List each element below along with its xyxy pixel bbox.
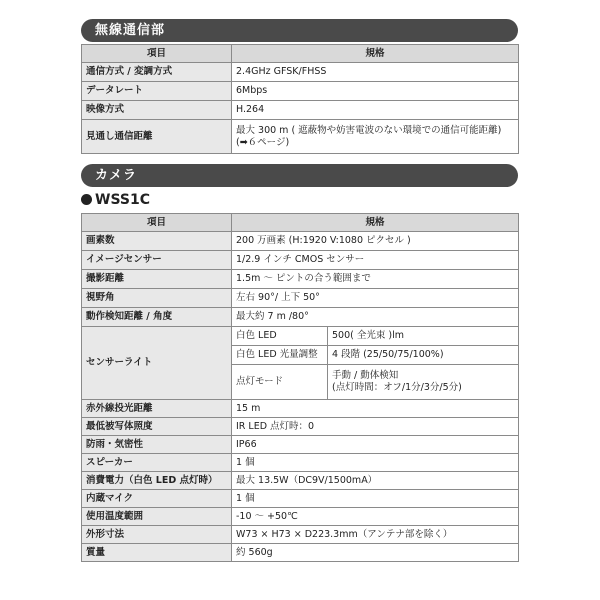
section-title-camera	[81, 164, 518, 187]
row-label: 防雨・気密性	[82, 436, 232, 454]
table-row	[82, 232, 519, 251]
row-label: 動作検知距離 / 角度	[82, 308, 232, 327]
table-row	[82, 251, 519, 270]
row-label: 画素数	[82, 232, 232, 251]
row-value: 約 560g	[232, 544, 519, 562]
row-value: 15 m	[232, 400, 519, 418]
table-row	[82, 472, 519, 490]
row-value: 最大 13.5W（DC9V/1500mA）	[232, 472, 519, 490]
value-line-1: 手動 / 動体検知	[332, 370, 399, 381]
header-spec: 規格	[232, 45, 519, 63]
table-header-row	[82, 214, 519, 232]
row-label: 撮影距離	[82, 270, 232, 289]
row-value: H.264	[232, 101, 519, 120]
row-value: -10 ～ +50℃	[232, 508, 519, 526]
row-label: 映像方式	[82, 101, 232, 120]
sensor-light-label: センサーライト	[82, 327, 232, 400]
model-name: WSS1C	[95, 192, 150, 208]
table-row	[82, 63, 519, 82]
table-row	[82, 270, 519, 289]
sub-row-label: 白色 LED	[232, 327, 328, 346]
table-row	[82, 308, 519, 327]
row-value: 1.5m ～ ピントの合う範囲まで	[232, 270, 519, 289]
table-row	[82, 454, 519, 472]
model-heading	[81, 192, 150, 208]
row-value: 1/2.9 インチ CMOS センサー	[232, 251, 519, 270]
row-label: 視野角	[82, 289, 232, 308]
row-value: IP66	[232, 436, 519, 454]
bullet-icon	[81, 194, 92, 205]
row-value: IR LED 点灯時：0	[232, 418, 519, 436]
sub-row-value	[328, 365, 519, 400]
row-label: イメージセンサー	[82, 251, 232, 270]
table-row	[82, 400, 519, 418]
table-row	[82, 289, 519, 308]
section-title-wireless	[81, 19, 518, 42]
table-header-row	[82, 45, 519, 63]
row-label: スピーカー	[82, 454, 232, 472]
row-label: 最低被写体照度	[82, 418, 232, 436]
sub-row-value: 4 段階 (25/50/75/100%)	[328, 346, 519, 365]
row-label: 赤外線投光距離	[82, 400, 232, 418]
row-value: 2.4GHz GFSK/FHSS	[232, 63, 519, 82]
table-row	[82, 526, 519, 544]
row-value: 1 個	[232, 490, 519, 508]
header-item: 項目	[82, 214, 232, 232]
row-label: データレート	[82, 82, 232, 101]
row-label: 質量	[82, 544, 232, 562]
table-row	[82, 508, 519, 526]
row-value: 6Mbps	[232, 82, 519, 101]
row-value: 最大約 7 m /80°	[232, 308, 519, 327]
row-value: 最大 300 m ( 遮蔽物や妨害電波のない環境での通信可能距離) (➡６ページ)	[232, 120, 519, 154]
table-row	[82, 101, 519, 120]
section-title-text: カメラ	[95, 168, 138, 183]
row-value: 200 万画素 (H:1920 V:1080 ピクセル )	[232, 232, 519, 251]
value-line-2: (点灯時間：オフ/1分/3分/5分)	[332, 382, 462, 393]
camera-spec-table	[81, 213, 519, 562]
row-value: 1 個	[232, 454, 519, 472]
section-title-text: 無線通信部	[95, 23, 166, 38]
wireless-spec-table	[81, 44, 519, 154]
row-label: 通信方式 / 変調方式	[82, 63, 232, 82]
table-row	[82, 82, 519, 101]
row-label: 見通し通信距離	[82, 120, 232, 154]
sub-row-label: 点灯モード	[232, 365, 328, 400]
row-label: 消費電力（白色 LED 点灯時）	[82, 472, 232, 490]
row-label: 内蔵マイク	[82, 490, 232, 508]
table-row	[82, 490, 519, 508]
table-row	[82, 418, 519, 436]
row-value: W73 × H73 × D223.3mm（アンテナ部を除く）	[232, 526, 519, 544]
table-row	[82, 327, 519, 346]
header-item: 項目	[82, 45, 232, 63]
header-spec: 規格	[232, 214, 519, 232]
row-label: 使用温度範囲	[82, 508, 232, 526]
table-row	[82, 120, 519, 154]
table-row	[82, 436, 519, 454]
sub-row-label: 白色 LED 光量調整	[232, 346, 328, 365]
row-label: 外形寸法	[82, 526, 232, 544]
table-row	[82, 544, 519, 562]
row-value: 左右 90°/ 上下 50°	[232, 289, 519, 308]
sub-row-value: 500( 全光束 )lm	[328, 327, 519, 346]
